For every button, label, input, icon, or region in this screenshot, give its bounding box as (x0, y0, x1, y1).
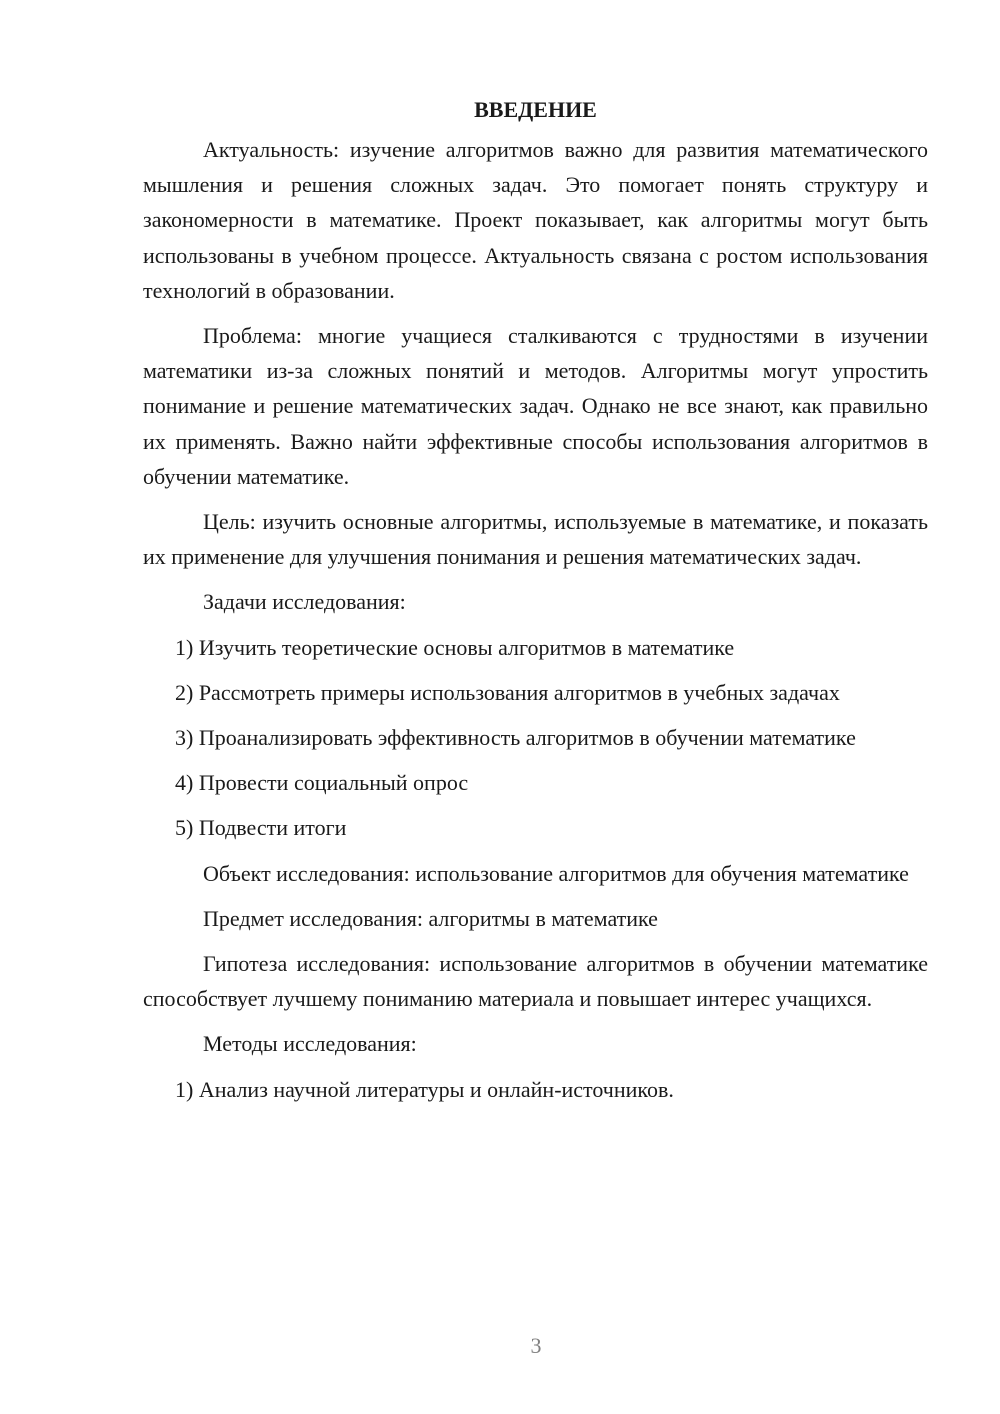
page-number: 3 (530, 1333, 542, 1358)
task-item: 5) Подвести итоги (175, 815, 347, 841)
tasks-title: Задачи исследования: (203, 589, 406, 615)
hypothesis-paragraph: Гипотеза исследования: использование алгоритмов в обучении математике способствует лучшему пониманию материала и повышает интерес учащихся. (143, 951, 928, 1012)
problem-paragraph: Проблема: многие учащиеся сталкиваются с трудностями в изучении математики из-за сложных понятий и методов. Алгоритмы могут упростить понимание и решение математических задач. Однако не все знают, как правильно их применять. Важно найти эффективные способы использования алгоритмов в обучении математике. (143, 323, 928, 489)
task-item: 4) Провести социальный опрос (175, 770, 469, 796)
methods-title: Методы исследования: (203, 1031, 417, 1057)
task-item: 2) Рассмотреть примеры использования алгоритмов в учебных задачах (175, 679, 840, 705)
task-item: 3) Проанализировать эффективность алгоритмов в обучении математике (175, 725, 856, 751)
method-item: 1) Анализ научной литературы и онлайн-источников. (175, 1076, 674, 1102)
goal-paragraph: Цель: изучить основные алгоритмы, используемые в математике, и показать их применение для улучшения понимания и решения математических задач. (143, 509, 928, 570)
task-item: 1) Изучить теоретические основы алгоритмов в математике (175, 634, 735, 660)
relevance-paragraph: Актуальность: изучение алгоритмов важно для развития математического мышления и решения сложных задач. Это помогает понять структуру и закономерности в математике. Проект показывает, как алгоритмы могут быть использованы в учебном процессе. Актуальность связана с ростом использования технологий в образовании. (143, 137, 928, 303)
page-heading: ВВЕДЕНИЕ (474, 97, 597, 122)
page-content (143, 90, 928, 1117)
object-paragraph: Объект исследования: использование алгоритмов для обучения математике (203, 860, 909, 886)
subject-paragraph: Предмет исследования: алгоритмы в математике (203, 905, 658, 931)
